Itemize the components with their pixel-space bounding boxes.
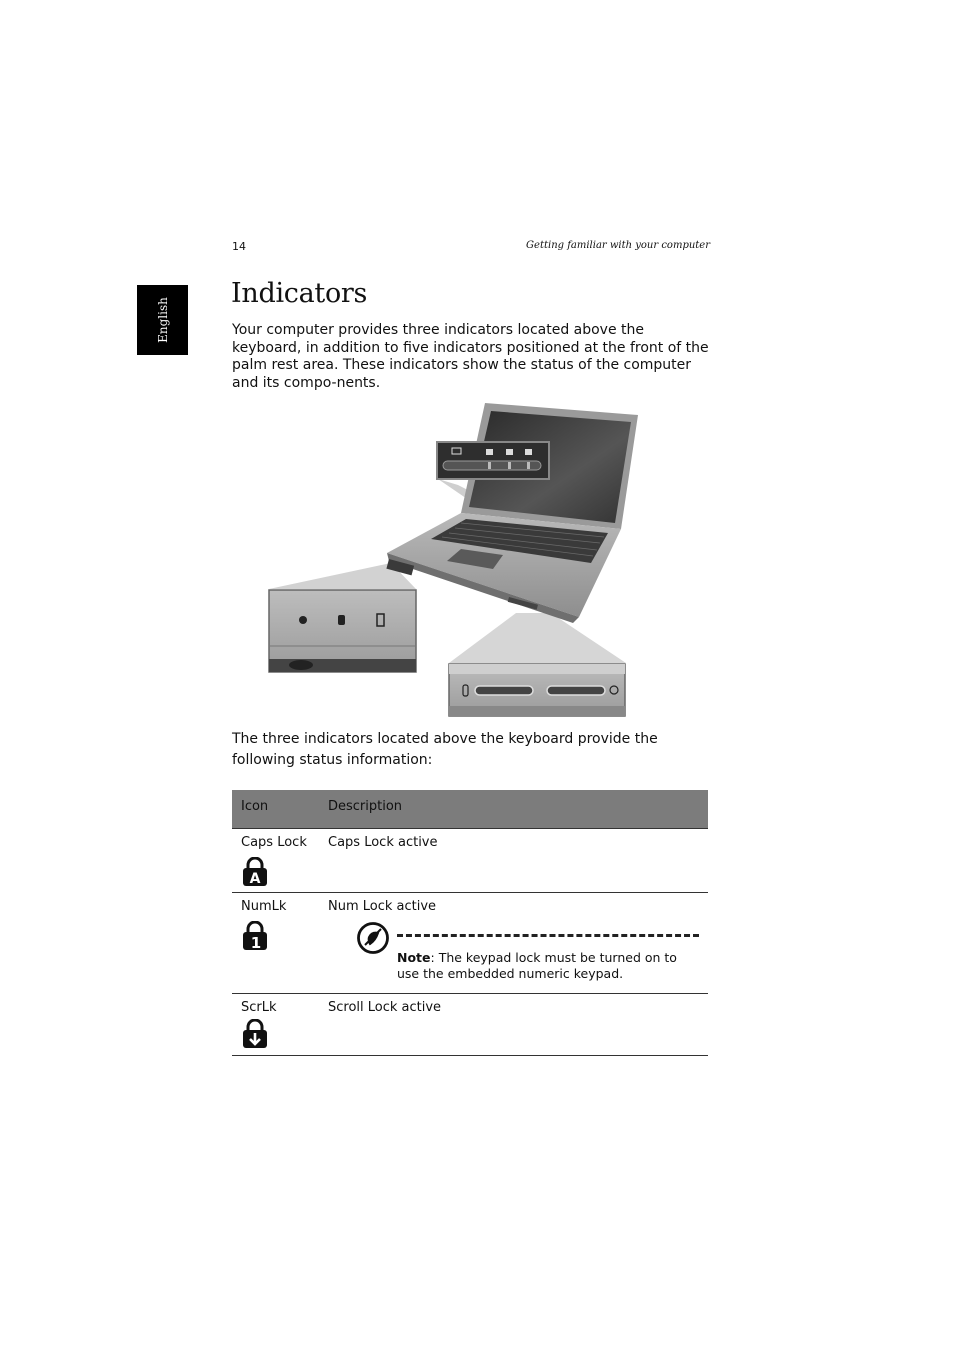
note-body: : The keypad lock must be turned on to use the embedded numeric keypad.	[397, 950, 677, 981]
table-row	[232, 829, 708, 893]
running-header: Getting familiar with your computer	[526, 240, 710, 251]
language-tab-label: English	[155, 297, 170, 343]
row-description: Num Lock active	[328, 899, 437, 914]
note-text	[397, 950, 697, 982]
table-header-row	[232, 790, 708, 829]
caps-lock-icon	[486, 449, 493, 455]
keyboard-indicators-callout	[437, 442, 549, 479]
note-label: Note	[397, 950, 431, 965]
row-name: Caps Lock	[241, 835, 307, 850]
front-right-indicators-callout	[449, 664, 625, 716]
row-name: ScrLk	[241, 1000, 277, 1015]
table-row	[232, 994, 708, 1056]
indicator-table	[232, 790, 708, 1056]
page-number: 14	[232, 240, 246, 253]
note-icon	[356, 921, 390, 955]
note-divider	[397, 934, 699, 937]
front-left-indicators-callout	[269, 590, 416, 672]
num-lock-icon	[506, 449, 513, 455]
language-tab	[137, 285, 188, 355]
intro-paragraph: Your computer provides three indicators located above the keyboard, in addition to five indicators positioned at the front of the palm rest area. These indicators show the status of the computer and its compo-nents.	[232, 322, 709, 391]
table-row	[232, 893, 708, 994]
scroll-lock-icon	[525, 449, 532, 455]
laptop-indicators-illustration	[261, 401, 641, 721]
svg-text:A: A	[249, 871, 261, 887]
hdd-icon	[338, 615, 345, 625]
row-description: Caps Lock active	[328, 835, 438, 850]
caps-lock-icon	[242, 857, 268, 887]
header-icon: Icon	[241, 799, 269, 814]
power-icon	[299, 616, 307, 624]
scroll-lock-icon	[242, 1019, 268, 1049]
row-name: NumLk	[241, 899, 287, 914]
page-title: Indicators	[231, 278, 368, 309]
row-description: Scroll Lock active	[328, 1000, 442, 1015]
header-description: Description	[328, 799, 403, 814]
table-lead-paragraph: The three indicators located above the keyboard provide the following status information:	[232, 731, 658, 768]
svg-text:1: 1	[250, 934, 262, 951]
num-lock-icon	[242, 921, 268, 951]
